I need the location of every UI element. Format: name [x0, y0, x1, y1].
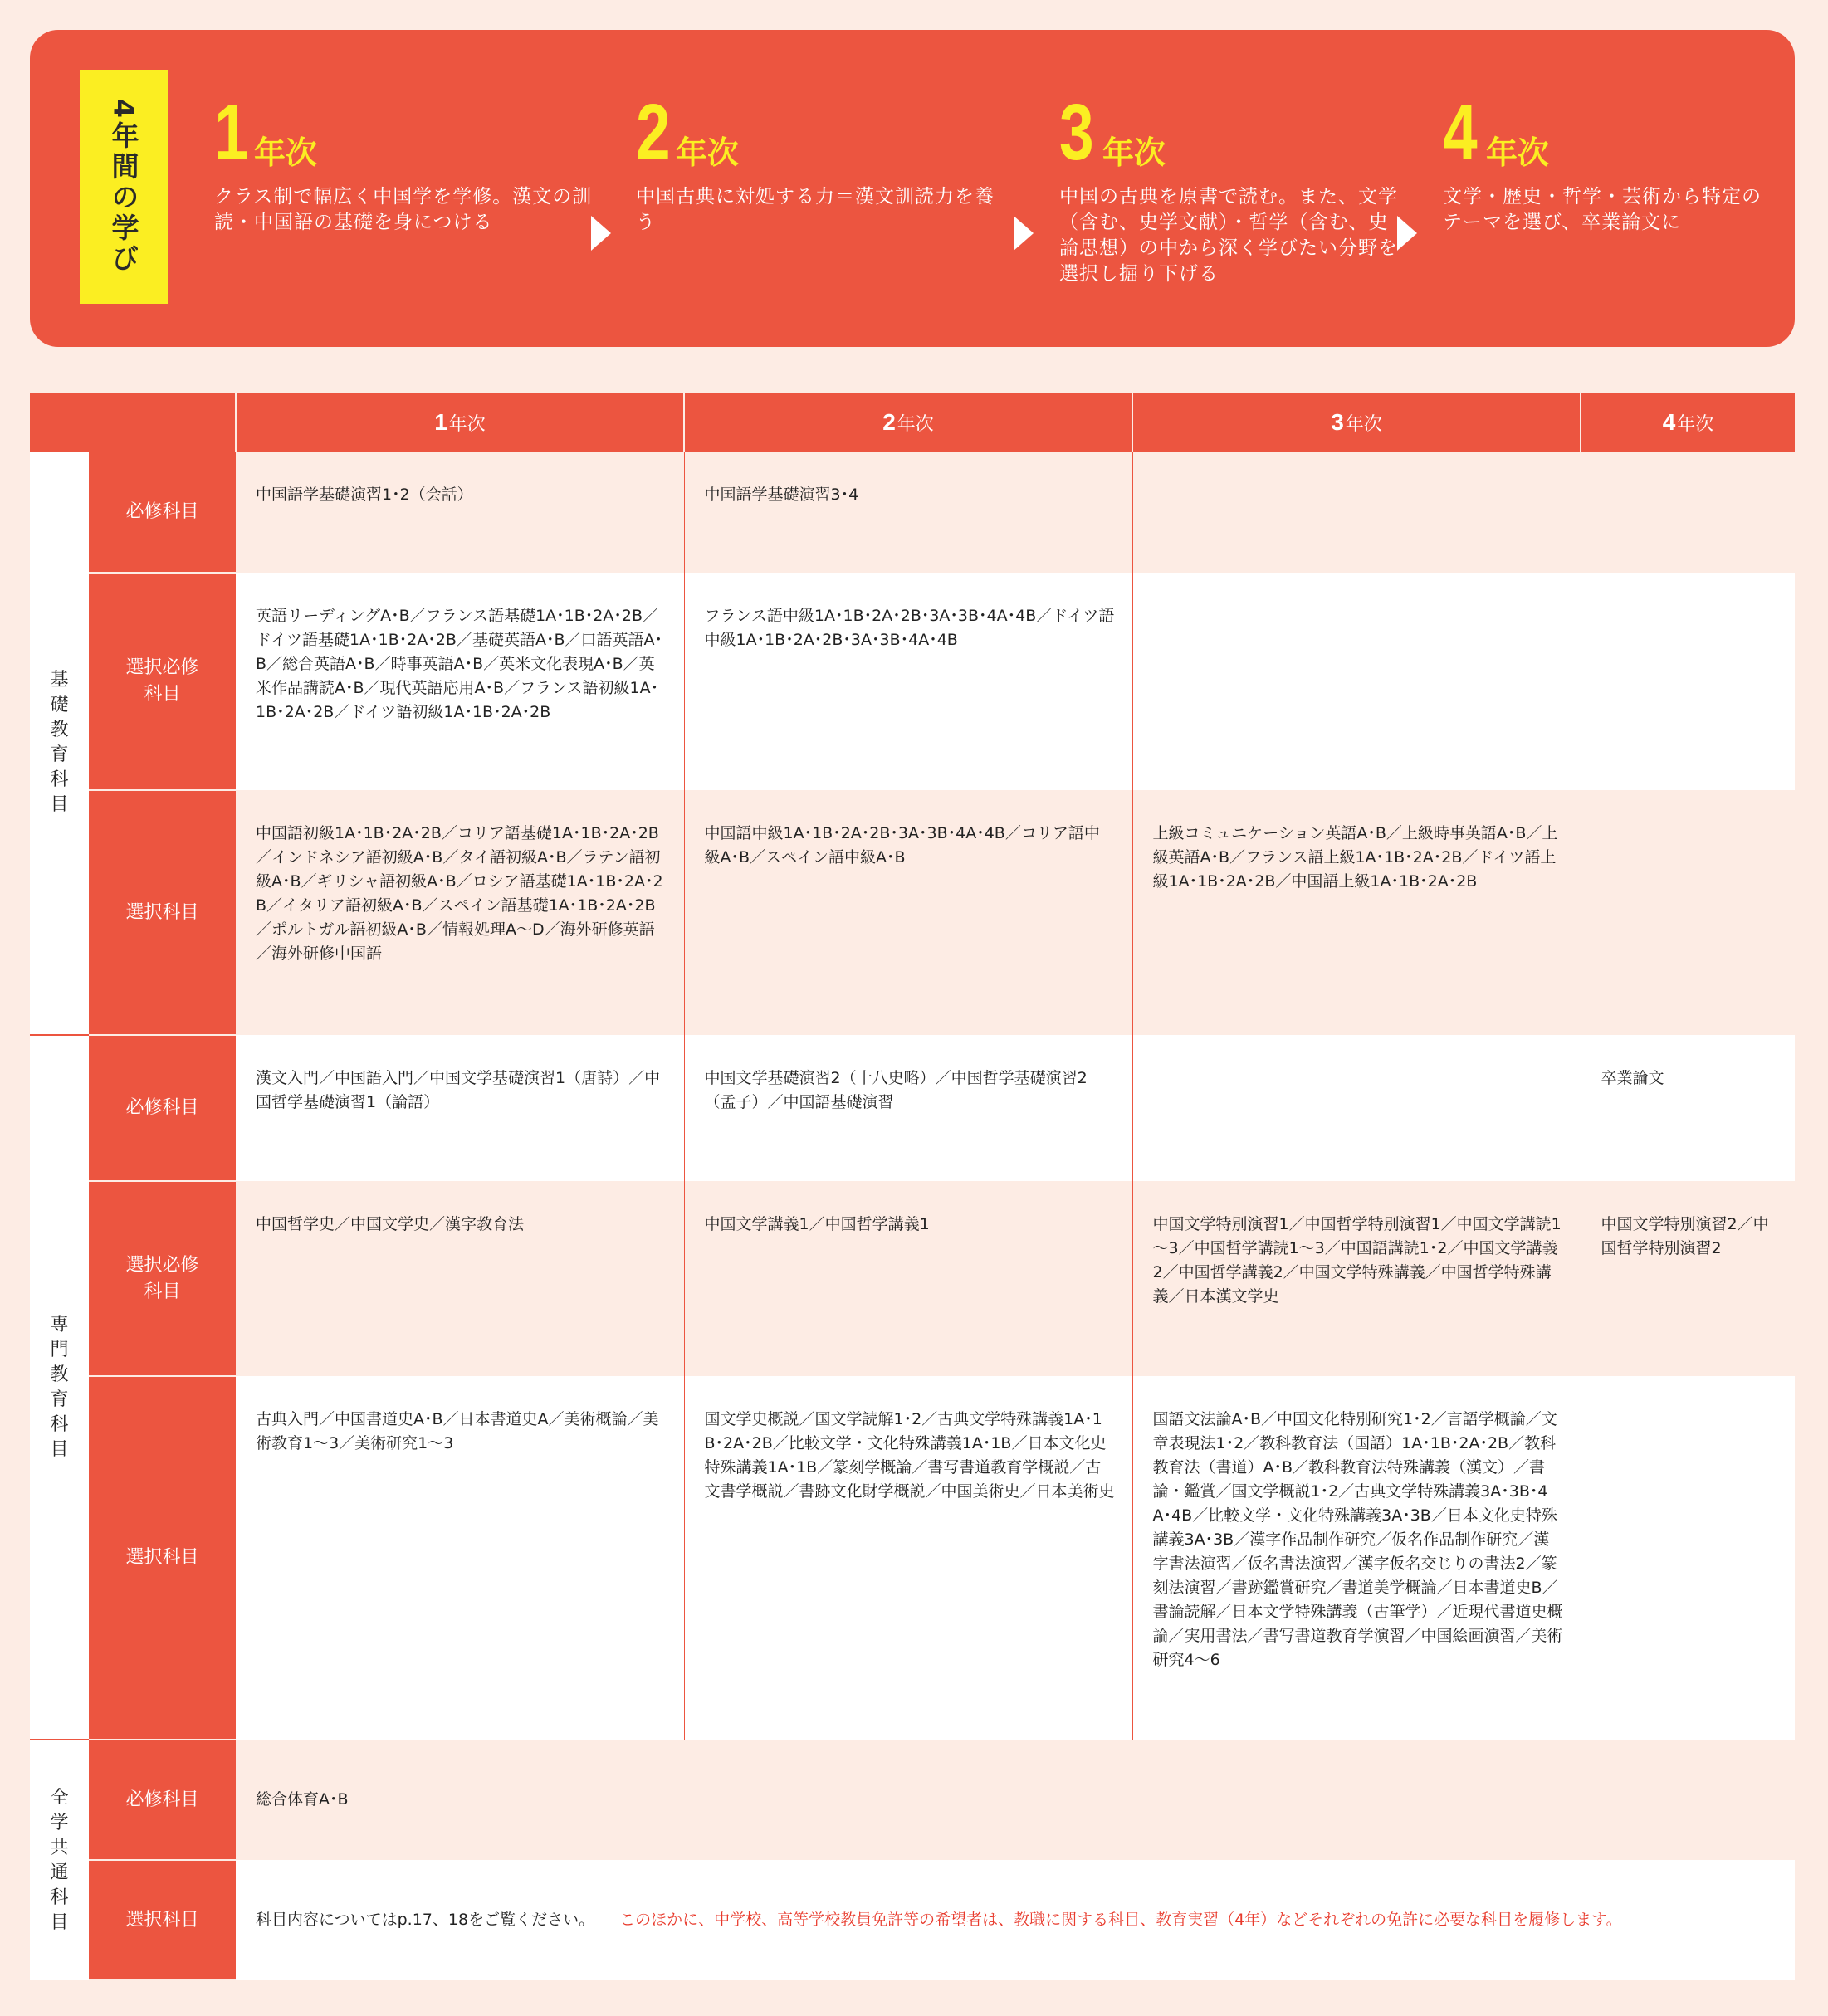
arrow-right-icon: [1397, 216, 1417, 251]
table-cell: 英語リーディングA･B／フランス語基礎1A･1B･2A･2B／ドイツ語基礎1A･1B･2A･2B／基礎英語A･B／口語英語A･B／総合英語A･B／時事英語A･B／英米文化表現A･B／英米作品講読A･B／現代英語応用A･B／フランス語初級1A･1B･2A･2B／ドイツ語初級1A･1B･2A･2B: [236, 573, 684, 790]
table-cell: [1581, 1376, 1795, 1740]
year-description: 中国古典に対処する力＝漢文訓読力を養う: [636, 186, 995, 233]
table-row: [30, 573, 1795, 790]
table-cell: [1581, 790, 1795, 1035]
table-cell: 中国語中級1A･1B･2A･2B･3A･3B･4A･4B／コリア語中級A･B／スペイン語中級A･B: [684, 790, 1132, 1035]
table-cell: 中国文学講義1／中国哲学講義1: [684, 1181, 1132, 1376]
table-cell: [1581, 573, 1795, 790]
table-cell: 中国語学基礎演習1･2（会話）: [236, 452, 684, 573]
arrow-right-icon: [1014, 216, 1034, 251]
table-cell: [1132, 452, 1581, 573]
four-years-tag: 4年間の学び: [80, 70, 168, 304]
category-required: 必修科目: [89, 1035, 236, 1181]
table-cell: [236, 1860, 1795, 1980]
table-cell: 国語文法論A･B／中国文化特別研究1･2／言語学概論／文章表現法1･2／教科教育法（国語）1A･1B･2A･2B／教科教育法（書道）A･B／教科教育法特殊講義（漢文）／書論・鑑賞／国文学概説1･2／古典文学特殊講義3A･3B･4A･4B／比較文学・文化特殊講義3A･3B／日本文化史特殊講義3A･3B／漢字作品制作研究／仮名作品制作研究／漢字書法演習／仮名書法演習／漢字仮名交じりの書法2／篆刻法演習／書跡鑑賞研究／書道美学概論／日本書道史B／書論読解／日本文学特殊講義（古筆学）／近現代書道史概論／実用書法／書写書道教育学演習／中国絵画演習／美術研究4～6: [1132, 1376, 1581, 1740]
category-elective: 選択科目: [89, 790, 236, 1035]
category-elective-required: 選択必修科目: [89, 573, 236, 790]
table-cell: 上級コミュニケーション英語A･B／上級時事英語A･B／上級英語A･B／フランス語上級1A･1B･2A･2B／ドイツ語上級1A･1B･2A･2B／中国語上級1A･1B･2A･2B: [1132, 790, 1581, 1035]
table-row: [30, 1376, 1795, 1740]
table-row: [30, 1035, 1795, 1181]
table-cell: フランス語中級1A･1B･2A･2B･3A･3B･4A･4B／ドイツ語中級1A･1B･2A･2B･3A･3B･4A･4B: [684, 573, 1132, 790]
year-description: 文学・歴史・哲学・芸術から特定のテーマを選び、卒業論文に: [1443, 186, 1762, 233]
header-year-2: 2年次: [684, 393, 1132, 452]
year-4-overview: [1443, 88, 1775, 236]
table-row: [30, 790, 1795, 1035]
header-year-4: 4年次: [1581, 393, 1795, 452]
year-3-overview: [1059, 88, 1408, 287]
table-cell: [1132, 1035, 1581, 1181]
year-suffix: 年次: [1102, 134, 1166, 171]
year-suffix: 年次: [254, 134, 318, 171]
header-year-3: 3年次: [1132, 393, 1581, 452]
year-number: 3: [1059, 88, 1094, 177]
group-common: 全学共通科目: [30, 1740, 89, 1980]
header-year-1: 1年次: [236, 393, 684, 452]
category-required: 必修科目: [89, 452, 236, 573]
table-cell: 中国語初級1A･1B･2A･2B／コリア語基礎1A･1B･2A･2B／インドネシア語初級A･B／タイ語初級A･B／ラテン語初級A･B／ギリシャ語初級A･B／ロシア語基礎1A･1B･2A･2B／イタリア語初級A･B／スペイン語基礎1A･1B･2A･2B／ポルトガル語初級A･B／情報処理A～D／海外研修英語／海外研修中国語: [236, 790, 684, 1035]
year-number: 4: [1443, 88, 1478, 177]
group-major: 専門教育科目: [30, 1035, 89, 1740]
table-row: [30, 1860, 1795, 1980]
table-cell: 中国文学特別演習1／中国哲学特別演習1／中国文学講読1～3／中国哲学講読1～3／中国語講読1･2／中国文学講義2／中国哲学講義2／中国文学特殊講義／中国哲学特殊講義／日本漢文学史: [1132, 1181, 1581, 1376]
table-cell: 総合体育A･B: [236, 1740, 1795, 1860]
table-cell: 古典入門／中国書道史A･B／日本書道史A／美術概論／美術教育1～3／美術研究1～3: [236, 1376, 684, 1740]
category-elective: 選択科目: [89, 1376, 236, 1740]
year-number: 2: [636, 88, 671, 177]
table-header-row: [30, 393, 1795, 452]
table-cell: 中国文学特別演習2／中国哲学特別演習2: [1581, 1181, 1795, 1376]
table-row: [30, 1740, 1795, 1860]
year-description: 中国の古典を原書で読む。また、文学（含む、史学文献）・哲学（含む、史論思想）の中から深く学びたい分野を選択し掘り下げる: [1059, 186, 1398, 285]
table-cell: 中国哲学史／中国文学史／漢字教育法: [236, 1181, 684, 1376]
category-elective: 選択科目: [89, 1860, 236, 1980]
overview-banner: [30, 30, 1795, 347]
table-cell: [1581, 452, 1795, 573]
year-number: 1: [214, 88, 249, 177]
year-1-overview: [214, 88, 596, 236]
table-cell: 漢文入門／中国語入門／中国文学基礎演習1（唐詩）／中国哲学基礎演習1（論語）: [236, 1035, 684, 1181]
year-2-overview: [636, 88, 1001, 236]
table-cell: 中国語学基礎演習3･4: [684, 452, 1132, 573]
table-cell: 中国文学基礎演習2（十八史略）／中国哲学基礎演習2（孟子）／中国語基礎演習: [684, 1035, 1132, 1181]
header-corner: [30, 393, 236, 452]
arrow-right-icon: [591, 216, 611, 251]
year-suffix: 年次: [676, 134, 740, 171]
curriculum-table: [30, 393, 1795, 1981]
year-suffix: 年次: [1486, 134, 1550, 171]
category-required: 必修科目: [89, 1740, 236, 1860]
table-row: [30, 1181, 1795, 1376]
table-cell: 国文学史概説／国文学読解1･2／古典文学特殊講義1A･1B･2A･2B／比較文学・文化特殊講義1A･1B／日本文化史特殊講義1A･1B／篆刻学概論／書写書道教育学概説／古文書学概説／書跡文化財学概説／中国美術史／日本美術史: [684, 1376, 1132, 1740]
year-description: クラス制で幅広く中国学を学修。漢文の訓読・中国語の基礎を身につける: [214, 186, 593, 233]
group-basic: 基礎教育科目: [30, 452, 89, 1035]
category-elective-required: 選択必修科目: [89, 1181, 236, 1376]
table-cell: 卒業論文: [1581, 1035, 1795, 1181]
reference-note: 科目内容についてはp.17、18をご覧ください。: [256, 1911, 595, 1929]
table-row: [30, 452, 1795, 573]
license-note: このほかに、中学校、高等学校教員免許等の希望者は、教職に関する科目、教育実習（4年）などそれぞれの免許に必要な科目を履修します。: [619, 1911, 1622, 1929]
table-cell: [1132, 573, 1581, 790]
